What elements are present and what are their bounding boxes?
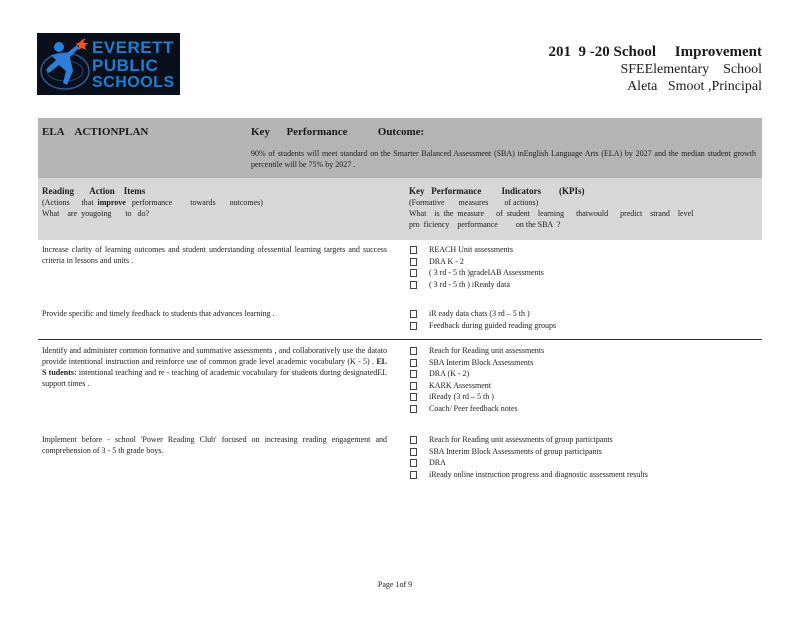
plan-section-1 — [38, 244, 762, 338]
kpi-header — [409, 186, 749, 230]
kpi-text: DRA K - 2 — [429, 256, 464, 266]
plan-section-2 — [38, 345, 762, 485]
kpi-item — [410, 320, 755, 332]
kpi-text: DRA (K - 2) — [429, 369, 470, 378]
kpi-text: Reach for Reading unit assessments — [429, 346, 545, 355]
kpi-item — [410, 256, 755, 268]
kpi-item — [410, 434, 755, 446]
kpi-list — [410, 434, 755, 480]
bullet-box-icon — [410, 393, 417, 401]
bullet-box-icon — [410, 258, 417, 266]
logo-text-everett: EVERETT — [92, 38, 174, 57]
ela-action-plan-title: ELA ACTIONPLAN — [42, 126, 149, 138]
bullet-box-icon — [410, 405, 417, 413]
logo-text-public: PUBLIC — [92, 56, 159, 75]
kpi-item — [410, 244, 755, 256]
kpi-item — [410, 446, 755, 458]
bullet-box-icon — [410, 448, 417, 456]
district-logo — [37, 33, 180, 95]
kpi-title: Key Performance Indicators (KPIs) — [409, 186, 585, 196]
actions-question: What are yougoing to do? — [42, 209, 150, 218]
bullet-box-icon — [410, 359, 417, 367]
kpi-text: Reach for Reading unit assessments of group participants — [429, 435, 613, 444]
bullet-box-icon — [410, 436, 417, 444]
kpi-text: iReady (3 rd – 5 th ) — [429, 392, 494, 401]
bullet-box-icon — [410, 246, 417, 254]
action-item: Increase clarity of learning outcomes and student understanding ofessential learning targets and success criteria in lessons and units . — [42, 245, 387, 265]
kpi-text: Coach/ Peer feedback notes — [429, 403, 518, 413]
kpi-text: ( 3 rd - 5 th )gradeIAB Assessments — [429, 268, 544, 277]
logo-text-schools: SCHOOLS — [92, 74, 175, 91]
kpi-list — [410, 244, 755, 290]
el-students-label: EL S tudents: — [42, 357, 388, 377]
action-text-el: intentional teaching and re - teaching of academic vocabulary for students during designatedEL support times . — [42, 368, 388, 388]
principal-name: Aleta Smoot ,Principal — [627, 79, 762, 94]
kpi-item — [410, 403, 755, 415]
bullet-box-icon — [410, 459, 417, 467]
kpi-item — [410, 267, 755, 279]
kpi-item — [410, 357, 755, 369]
reading-action-items-title: Reading Action Items — [42, 186, 146, 196]
plan-year-title: 201 9 -20 School Improvement — [548, 44, 762, 60]
kpi-text: ( 3 rd - 5 th ) iReady data — [429, 279, 510, 289]
kpi-item — [410, 469, 755, 481]
bullet-box-icon — [410, 370, 417, 378]
kpi-text: REACH Unit assessments — [429, 245, 513, 254]
actions-subtitle-post: performance towards outcomes) — [125, 198, 263, 207]
key-performance-outcome-text: 90% of students will meet standard on the Smarter Balanced Assessment (SBA) inEnglish Language Arts (ELA) by 2027 and the median student growth percentile will be 75% by 2027 . — [251, 149, 756, 169]
document-title-block — [549, 42, 762, 95]
kpi-text: Feedback during guided reading groups — [429, 320, 557, 330]
kpi-text: iR eady data chats (3 rd – 5 th ) — [429, 309, 530, 318]
kpi-text: SBA Interim Block Assessments — [429, 357, 534, 367]
action-plan-header — [38, 118, 762, 178]
action-item — [42, 345, 387, 389]
kpi-item — [410, 368, 755, 380]
bullet-box-icon — [410, 382, 417, 390]
kpi-text: DRA — [429, 458, 446, 467]
kpi-item — [410, 391, 755, 403]
kpi-item — [410, 457, 755, 469]
page-number: Page 1of 9 — [377, 580, 413, 589]
bullet-box-icon — [410, 471, 417, 479]
kpi-text: iReady online instruction progress and diagnostic assessment results — [429, 469, 648, 479]
kpi-list — [410, 308, 755, 331]
bullet-box-icon — [410, 322, 417, 330]
action-text-main: Identify and administer common formative and summative assessments , and collaboratively use the datato provide intentional instruction and reinforce use of common grade level academic vocabulary (K - 5) . — [42, 346, 387, 366]
kpi-question-line2: pro ficiency performance on the SBA ? — [409, 220, 561, 229]
school-name: SFEElementary School — [620, 62, 762, 77]
actions-subtitle-bold: improve — [97, 198, 126, 207]
actions-subtitle — [42, 197, 342, 208]
reading-action-items-header — [42, 186, 342, 219]
action-item: Implement before - school 'Power Reading Club' focused on increasing reading engagement and comprehension of 3 - 5 th grade boys. — [42, 435, 387, 455]
kpi-item — [410, 345, 755, 357]
kpi-text: KARK Assessment — [429, 380, 492, 390]
bullet-box-icon — [410, 347, 417, 355]
kpi-list — [410, 345, 755, 414]
kpi-item — [410, 279, 755, 291]
kpi-item — [410, 308, 755, 320]
kpi-subtitle: (Formative measures of actions) — [409, 198, 539, 207]
section-divider — [38, 339, 762, 340]
kpi-text: SBA Interim Block Assessments of group participants — [429, 446, 602, 456]
column-headers — [38, 178, 762, 240]
kpi-question-line1: What is the measure of student learning thatwould predict strand level — [409, 209, 694, 218]
action-item: Provide specific and timely feedback to students that advances learning . — [42, 309, 275, 318]
bullet-box-icon — [410, 310, 417, 318]
kpi-item — [410, 380, 755, 392]
bullet-box-icon — [410, 269, 417, 277]
key-performance-outcome-label: Key Performance Outcome: — [251, 126, 425, 138]
actions-subtitle-pre: (Actions that — [42, 198, 98, 207]
bullet-box-icon — [410, 281, 417, 289]
